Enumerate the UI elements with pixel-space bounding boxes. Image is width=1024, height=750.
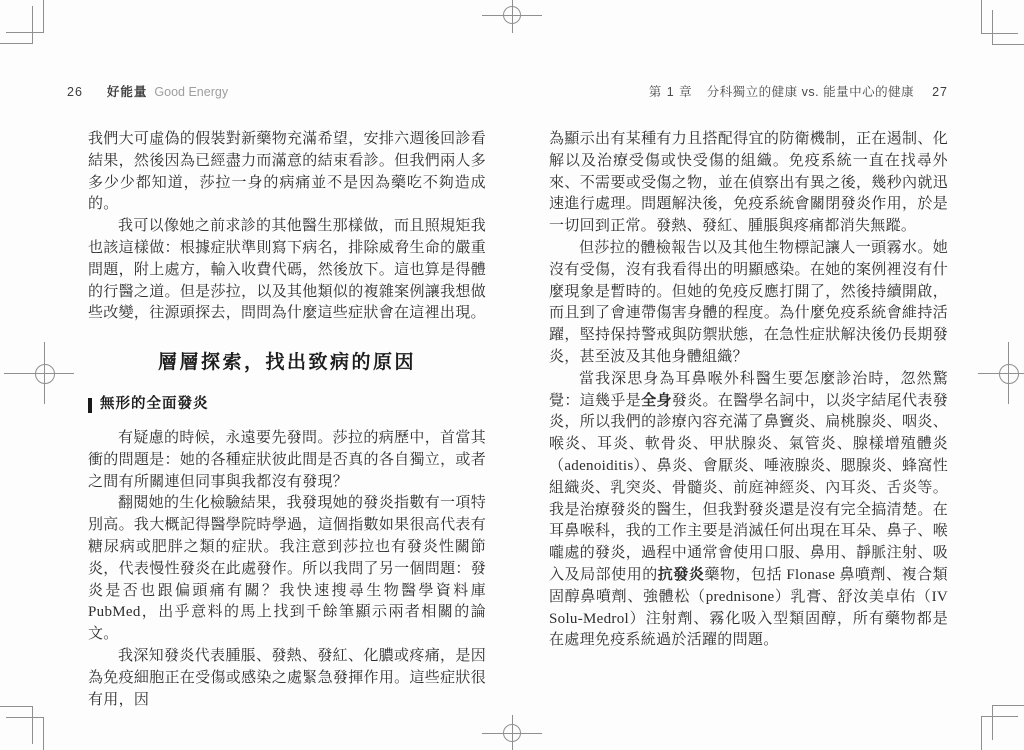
right-page-header <box>649 82 948 100</box>
section-heading: 層層探索，找出致病的原因 <box>157 352 416 374</box>
trim-mark-icon <box>6 0 44 33</box>
paragraph-text: 我可以像她之前求診的其他醫生那樣做，而且照規矩我也該這樣做：根據症狀準則寫下病名，排除威脅生命的嚴重問題，附上處方，輸入收費代碼，然後放下。這也算是得體的行醫之道。但是莎拉，以及其他類似的複雜案例讓我想做些改變，往源頭探去，問問為什麼這些症狀會在這裡出現。 <box>88 218 486 322</box>
paragraph-text: 但莎拉的體檢報告以及其他生物標記讓人一頭霧水。她沒有受傷，沒有我看得出的明顯感染。在她的案例裡沒有什麼現象是暫時的。但她的免疫反應打開了，然後持續開啟，而且到了會連帶傷害身體的程度。為什麼免疫系統會維持活躍，堅持保持警戒與防禦狀態，在急性症狀解決後仍長期發炎，甚至波及其他身體組織？ <box>549 239 948 365</box>
left-page-header <box>67 82 228 100</box>
paragraph-text: 我深知發炎代表腫脹、發熱、發紅、化膿或疼痛，是因為免疫細胞正在受傷或感染之處緊急發揮作用。這些症狀很有用，因 <box>88 647 486 708</box>
body-paragraph <box>549 129 948 238</box>
left-page-paragraphs-bottom <box>88 428 486 711</box>
paragraph-text: 有疑慮的時候，永遠要先發問。莎拉的病歷中，首當其衝的問題是：她的各種症狀彼此間是否真的各自獨立，或者之間有所關連但同事與我都沒有發現？ <box>88 429 486 490</box>
page-number-left: 26 <box>67 85 83 99</box>
chapter-label: 第 1 章 <box>648 85 693 99</box>
body-paragraph <box>88 129 486 216</box>
right-page-paragraphs <box>549 129 948 652</box>
body-paragraph <box>88 493 486 646</box>
paragraph-text: 發炎。在醫學名詞中，以炎字結尾代表發炎，所以我們的診療內容充滿了鼻竇炎、扁桃腺炎、咽炎、喉炎、耳炎、軟骨炎、甲狀腺炎、氣管炎、腺樣增殖體炎（adenoiditis）、鼻炎、會厭炎、唾液腺炎、腮腺炎、蜂窩性組織炎、乳突炎、骨髓炎、前庭神經炎、內耳炎、舌炎等。我是治療發炎的醫生，但我對發炎還是沒有完全搞清楚。在耳鼻喉科，我的工作主要是消滅任何出現在耳朵、鼻子、喉嚨處的發炎，過程中通常會使用口服、鼻用、靜脈注射、吸入及局部使用的 <box>549 392 948 583</box>
paragraph-text: 當我深思身為耳鼻喉外科醫生要怎麼診治時，忽然驚覺：這幾乎是 <box>549 370 948 409</box>
page-number-right: 27 <box>932 85 948 99</box>
subsection-bar-icon <box>88 398 92 413</box>
trim-mark-icon <box>981 716 1018 750</box>
left-page-paragraphs-top <box>88 129 486 325</box>
emphasized-text: 抗發炎 <box>657 566 705 583</box>
left-page-body <box>88 129 486 711</box>
right-page-body <box>549 129 948 652</box>
subsection-label: 無形的全面發炎 <box>100 396 209 413</box>
body-paragraph <box>88 216 486 325</box>
emphasized-text: 全身 <box>641 392 672 409</box>
body-paragraph <box>549 369 948 652</box>
paragraph-text: 為顯示出有某種有力且搭配得宜的防衛機制，正在遏制、化解以及治療受傷或快受傷的組織。免疫系統一直在找尋外來、不需要或受傷之物，並在偵察出有異之後，幾秒內就迅速進行處理。問題解決後，免疫系統會關閉發炎作用，於是一切回到正常。發熱、發紅、腫脹與疼痛都消失無蹤。 <box>549 131 948 235</box>
paragraph-text: 翻閱她的生化檢驗結果，我發現她的發炎指數有一項特別高。我大概記得醫學院時學過，這個指數如果很高代表有糖尿病或肥胖之類的症狀。我注意到莎拉也有發炎性關節炎，代表慢性發炎在此處發作。所以我問了另一個問題：發炎是否也跟偏頭痛有關？我快速搜尋生物醫學資料庫 PubMed，出乎意料的馬上找到千餘筆顯示兩者相關的論文。 <box>88 495 486 643</box>
trim-mark-icon <box>6 717 44 750</box>
paragraph-text: 我們大可虛偽的假裝對新藥物充滿希望，安排六週後回診看結果，然後因為已經盡力而滿意的結束看診。但我們兩人多多少少都知道，莎拉一身的病痛並不是因為藥吃不夠造成的。 <box>88 131 486 213</box>
registration-mark-icon <box>4 342 74 404</box>
registration-mark-icon <box>482 0 542 33</box>
trim-mark-icon <box>981 0 1018 34</box>
body-paragraph <box>88 428 486 493</box>
book-title-english: Good Energy <box>154 85 229 99</box>
subsection-heading <box>88 394 486 416</box>
registration-mark-icon <box>978 342 1024 404</box>
body-paragraph <box>549 238 948 369</box>
paragraph-text: 藥物，包括 Flonase 鼻噴劑、複合類固醇鼻噴劑、強體松（prednisone）乳膏、舒汝美卓佑（IV Solu-Medrol）注射劑、霧化吸入型類固醇，所有藥物都是在處理免疫系統過於活躍的問題。 <box>549 566 948 649</box>
chapter-title: 分科獨立的健康 vs. 能量中心的健康 <box>706 85 915 99</box>
book-title: 好能量 <box>106 85 148 99</box>
body-paragraph <box>88 646 486 711</box>
registration-mark-icon <box>482 715 542 750</box>
